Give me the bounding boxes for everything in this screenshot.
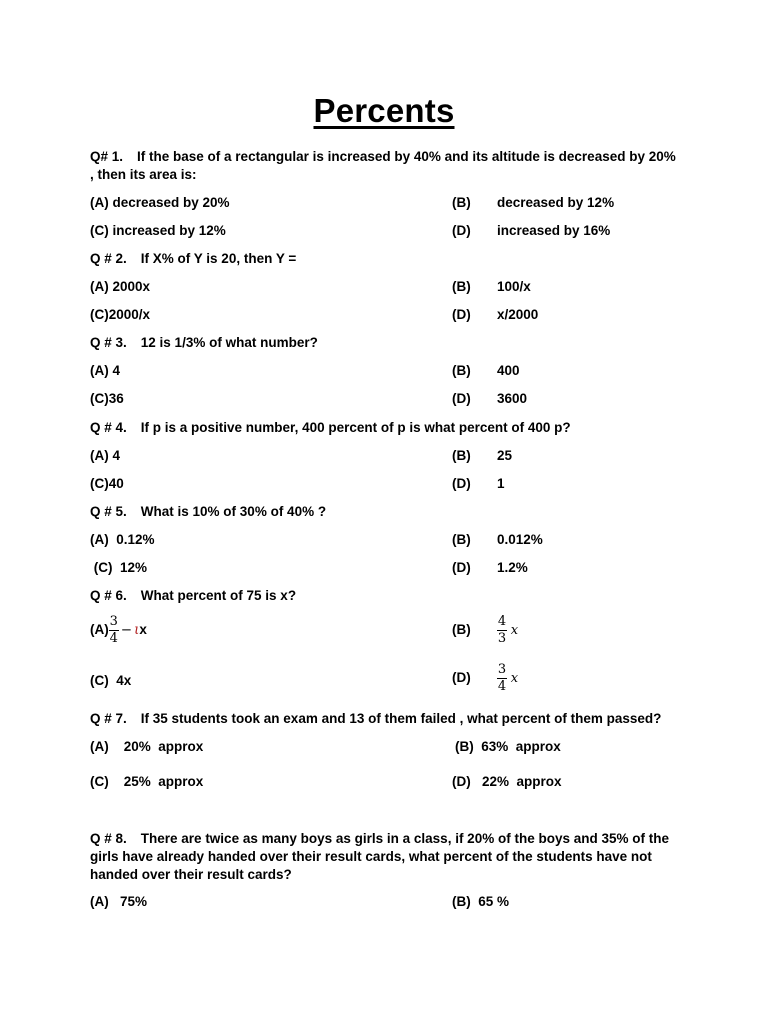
question-number: Q # 6.	[90, 588, 127, 603]
option-c: (C) 4x	[90, 673, 132, 688]
fraction	[109, 615, 119, 646]
fraction-numerator: 3	[109, 614, 118, 629]
option-text: 400	[497, 363, 520, 378]
option-c: (C) 25% approx	[90, 774, 204, 789]
option-text: increased by 16%	[497, 223, 611, 238]
option-d	[452, 390, 527, 408]
question-6	[90, 587, 680, 605]
question-text: If the base of a rectangular is increased by 40% and its altitude is decreased by 20% , then its area is:	[90, 149, 676, 182]
option-a: (A) 20% approx	[90, 739, 204, 754]
question-number: Q # 3.	[90, 335, 127, 350]
option-b	[452, 194, 614, 212]
question-text: If 35 students took an exam and 13 of them failed , what percent of them passed?	[140, 711, 662, 726]
question-text: What percent of 75 is x?	[140, 588, 297, 603]
option-letter: (D)	[452, 476, 471, 491]
question-text: There are twice as many boys as girls in a class, if 20% of the boys and 35% of the girls have already handed over their result cards, what percent of the students have not handed over their result cards?	[90, 831, 669, 882]
option-b	[452, 615, 518, 646]
fraction-numerator: 4	[497, 614, 507, 629]
question-number: Q # 8.	[90, 831, 127, 846]
option-c: (C)36	[90, 391, 124, 406]
question-7	[90, 710, 680, 728]
option-d	[452, 306, 538, 324]
question-text: What is 10% of 30% of 40% ?	[140, 504, 327, 519]
option-b	[452, 278, 531, 296]
option-c: (C) 12%	[90, 560, 148, 575]
fraction-denominator: 4	[497, 679, 507, 694]
option-letter: (B)	[452, 532, 471, 547]
variable-x: x	[510, 671, 519, 687]
option-letter: (D)	[452, 560, 471, 575]
option-text: x	[139, 622, 147, 638]
question-number: Q # 7.	[90, 711, 127, 726]
minus-sign: −	[120, 622, 133, 639]
option-a: (A) decreased by 20%	[90, 195, 230, 210]
question-number: Q# 1.	[90, 149, 124, 164]
option-c: (C)40	[90, 476, 124, 491]
option-b: (B) 63% approx	[455, 739, 561, 754]
option-text: 3600	[497, 391, 528, 406]
option-d	[452, 222, 610, 240]
option-text: 1	[497, 476, 505, 491]
option-letter: (D)	[452, 391, 471, 406]
fraction	[497, 615, 507, 646]
option-a: (A) 0.12%	[90, 532, 155, 547]
option-text: 0.012%	[497, 532, 543, 547]
option-text: x/2000	[497, 307, 539, 322]
option-c: (C) increased by 12%	[90, 223, 226, 238]
option-letter: (D)	[452, 307, 471, 322]
iota-symbol: ι	[134, 622, 140, 639]
option-c: (C)2000/x	[90, 307, 151, 322]
option-letter: (B)	[452, 195, 471, 210]
question-text: If p is a positive number, 400 percent of p is what percent of 400 p?	[140, 420, 571, 435]
option-letter: (D)	[452, 223, 471, 238]
question-1	[90, 148, 680, 184]
question-number: Q # 4.	[90, 420, 127, 435]
page-title: Percents	[313, 92, 455, 129]
option-b: (B) 65 %	[452, 894, 510, 909]
option-a	[90, 615, 147, 646]
option-text: decreased by 12%	[497, 195, 615, 210]
option-a: (A) 2000x	[90, 279, 151, 294]
question-2	[90, 250, 680, 268]
option-a: (A) 4	[90, 363, 120, 378]
option-a: (A) 75%	[90, 894, 148, 909]
fraction-numerator: 3	[497, 662, 507, 677]
fraction	[497, 663, 507, 694]
option-letter: (B)	[452, 448, 471, 463]
option-text: 100/x	[497, 279, 531, 294]
option-letter: (D)	[452, 670, 471, 686]
option-letter: (B)	[452, 279, 471, 294]
question-number: Q # 5.	[90, 504, 127, 519]
option-b	[452, 531, 543, 549]
question-8	[90, 830, 690, 884]
option-letter: (A)	[90, 622, 109, 638]
question-5	[90, 503, 680, 521]
question-3	[90, 334, 680, 352]
option-d	[452, 559, 528, 577]
fraction-denominator: 4	[109, 631, 118, 646]
question-number: Q # 2.	[90, 251, 127, 266]
fraction-denominator: 3	[497, 631, 507, 646]
question-text: 12 is 1/3% of what number?	[140, 335, 318, 350]
option-d	[452, 663, 518, 694]
option-d	[452, 475, 505, 493]
option-b	[452, 447, 512, 465]
option-text: 1.2%	[497, 560, 528, 575]
option-a: (A) 4	[90, 448, 120, 463]
option-d: (D) 22% approx	[452, 774, 562, 789]
option-b	[452, 362, 520, 380]
variable-x: x	[510, 623, 519, 639]
option-text: 25	[497, 448, 513, 463]
question-text: If X% of Y is 20, then Y =	[140, 251, 297, 266]
option-letter: (B)	[452, 363, 471, 378]
question-4	[90, 419, 680, 437]
option-letter: (B)	[452, 622, 471, 638]
